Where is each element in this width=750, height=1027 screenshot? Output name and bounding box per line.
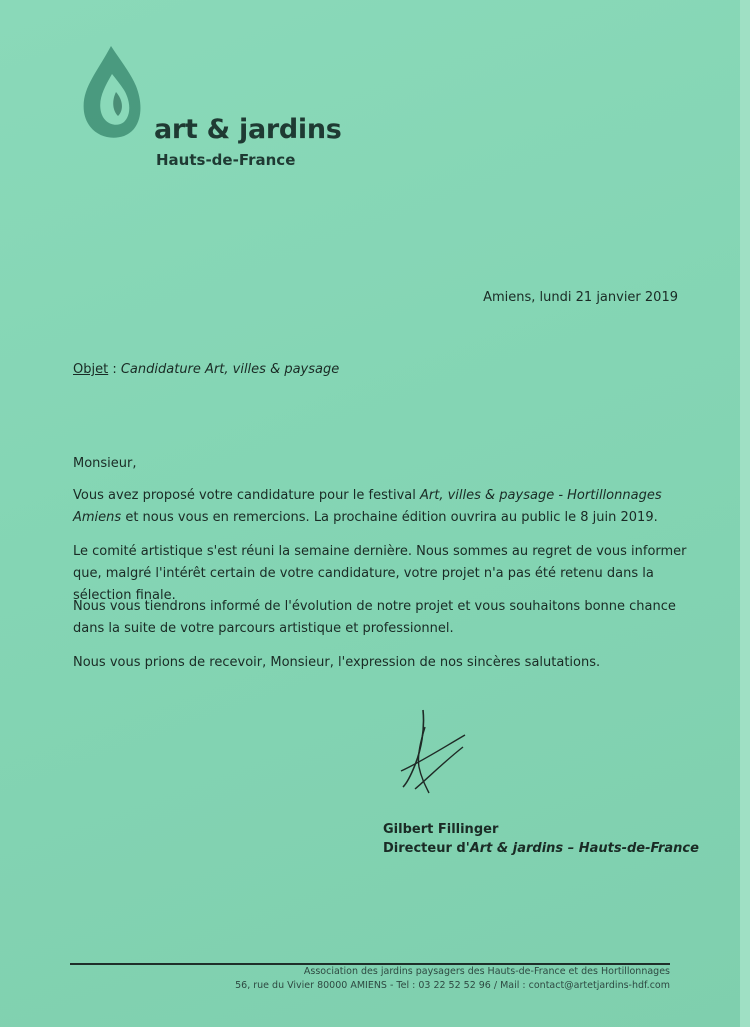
drop-leaf-icon bbox=[76, 44, 146, 144]
paper-edge bbox=[740, 0, 750, 1027]
logo-subtitle: Hauts-de-France bbox=[156, 151, 296, 169]
paragraph-1-text-b: et nous vous en remercions. La prochaine édition ouvrira au public le 8 juin 2019. bbox=[121, 510, 658, 525]
paragraph-2: Le comité artistique s'est réuni la semaine dernière. Nous sommes au regret de vous informer que, malgré l'intérêt certain de votre candidature, votre projet n'a pas été retenu dans la sélection finale. bbox=[73, 544, 687, 603]
signer-name: Gilbert Fillinger bbox=[383, 822, 499, 837]
logo bbox=[76, 44, 366, 169]
salutation: Monsieur, bbox=[73, 456, 137, 471]
paragraph-3: Nous vous tiendrons informé de l'évolution de notre projet et vous souhaitons bonne chance dans la suite de votre parcours artistique et professionnel. bbox=[73, 599, 676, 636]
footer-rule bbox=[70, 963, 670, 965]
handwritten-signature bbox=[395, 705, 475, 805]
subject-line bbox=[73, 362, 339, 377]
signer-title bbox=[383, 841, 699, 856]
letter-date: Amiens, lundi 21 janvier 2019 bbox=[483, 290, 678, 305]
paragraph-4: Nous vous prions de recevoir, Monsieur, l'expression de nos sincères salutations. bbox=[73, 655, 601, 670]
footer-line-1: Association des jardins paysagers des Hauts-de-France et des Hortillonnages bbox=[303, 966, 670, 977]
subject-label: Objet bbox=[73, 362, 109, 377]
logo-title: art & jardins bbox=[154, 114, 342, 145]
signer-title-a: Directeur d' bbox=[383, 841, 470, 856]
footer-line-2: 56, rue du Vivier 80000 AMIENS - Tel : 03 22 52 52 96 / Mail : contact@artetjardins-hdf.com bbox=[235, 980, 670, 991]
subject-separator: : bbox=[108, 362, 121, 377]
paragraph-1 bbox=[73, 485, 693, 529]
signer-title-b: Art & jardins – Hauts-de-France bbox=[469, 841, 699, 856]
festival-name: Art, villes & paysage - Hortillonnages Amiens bbox=[73, 488, 662, 525]
paragraph-1-text-a: Vous avez proposé votre candidature pour le festival bbox=[73, 488, 420, 503]
subject-value: Candidature Art, villes & paysage bbox=[120, 362, 340, 377]
